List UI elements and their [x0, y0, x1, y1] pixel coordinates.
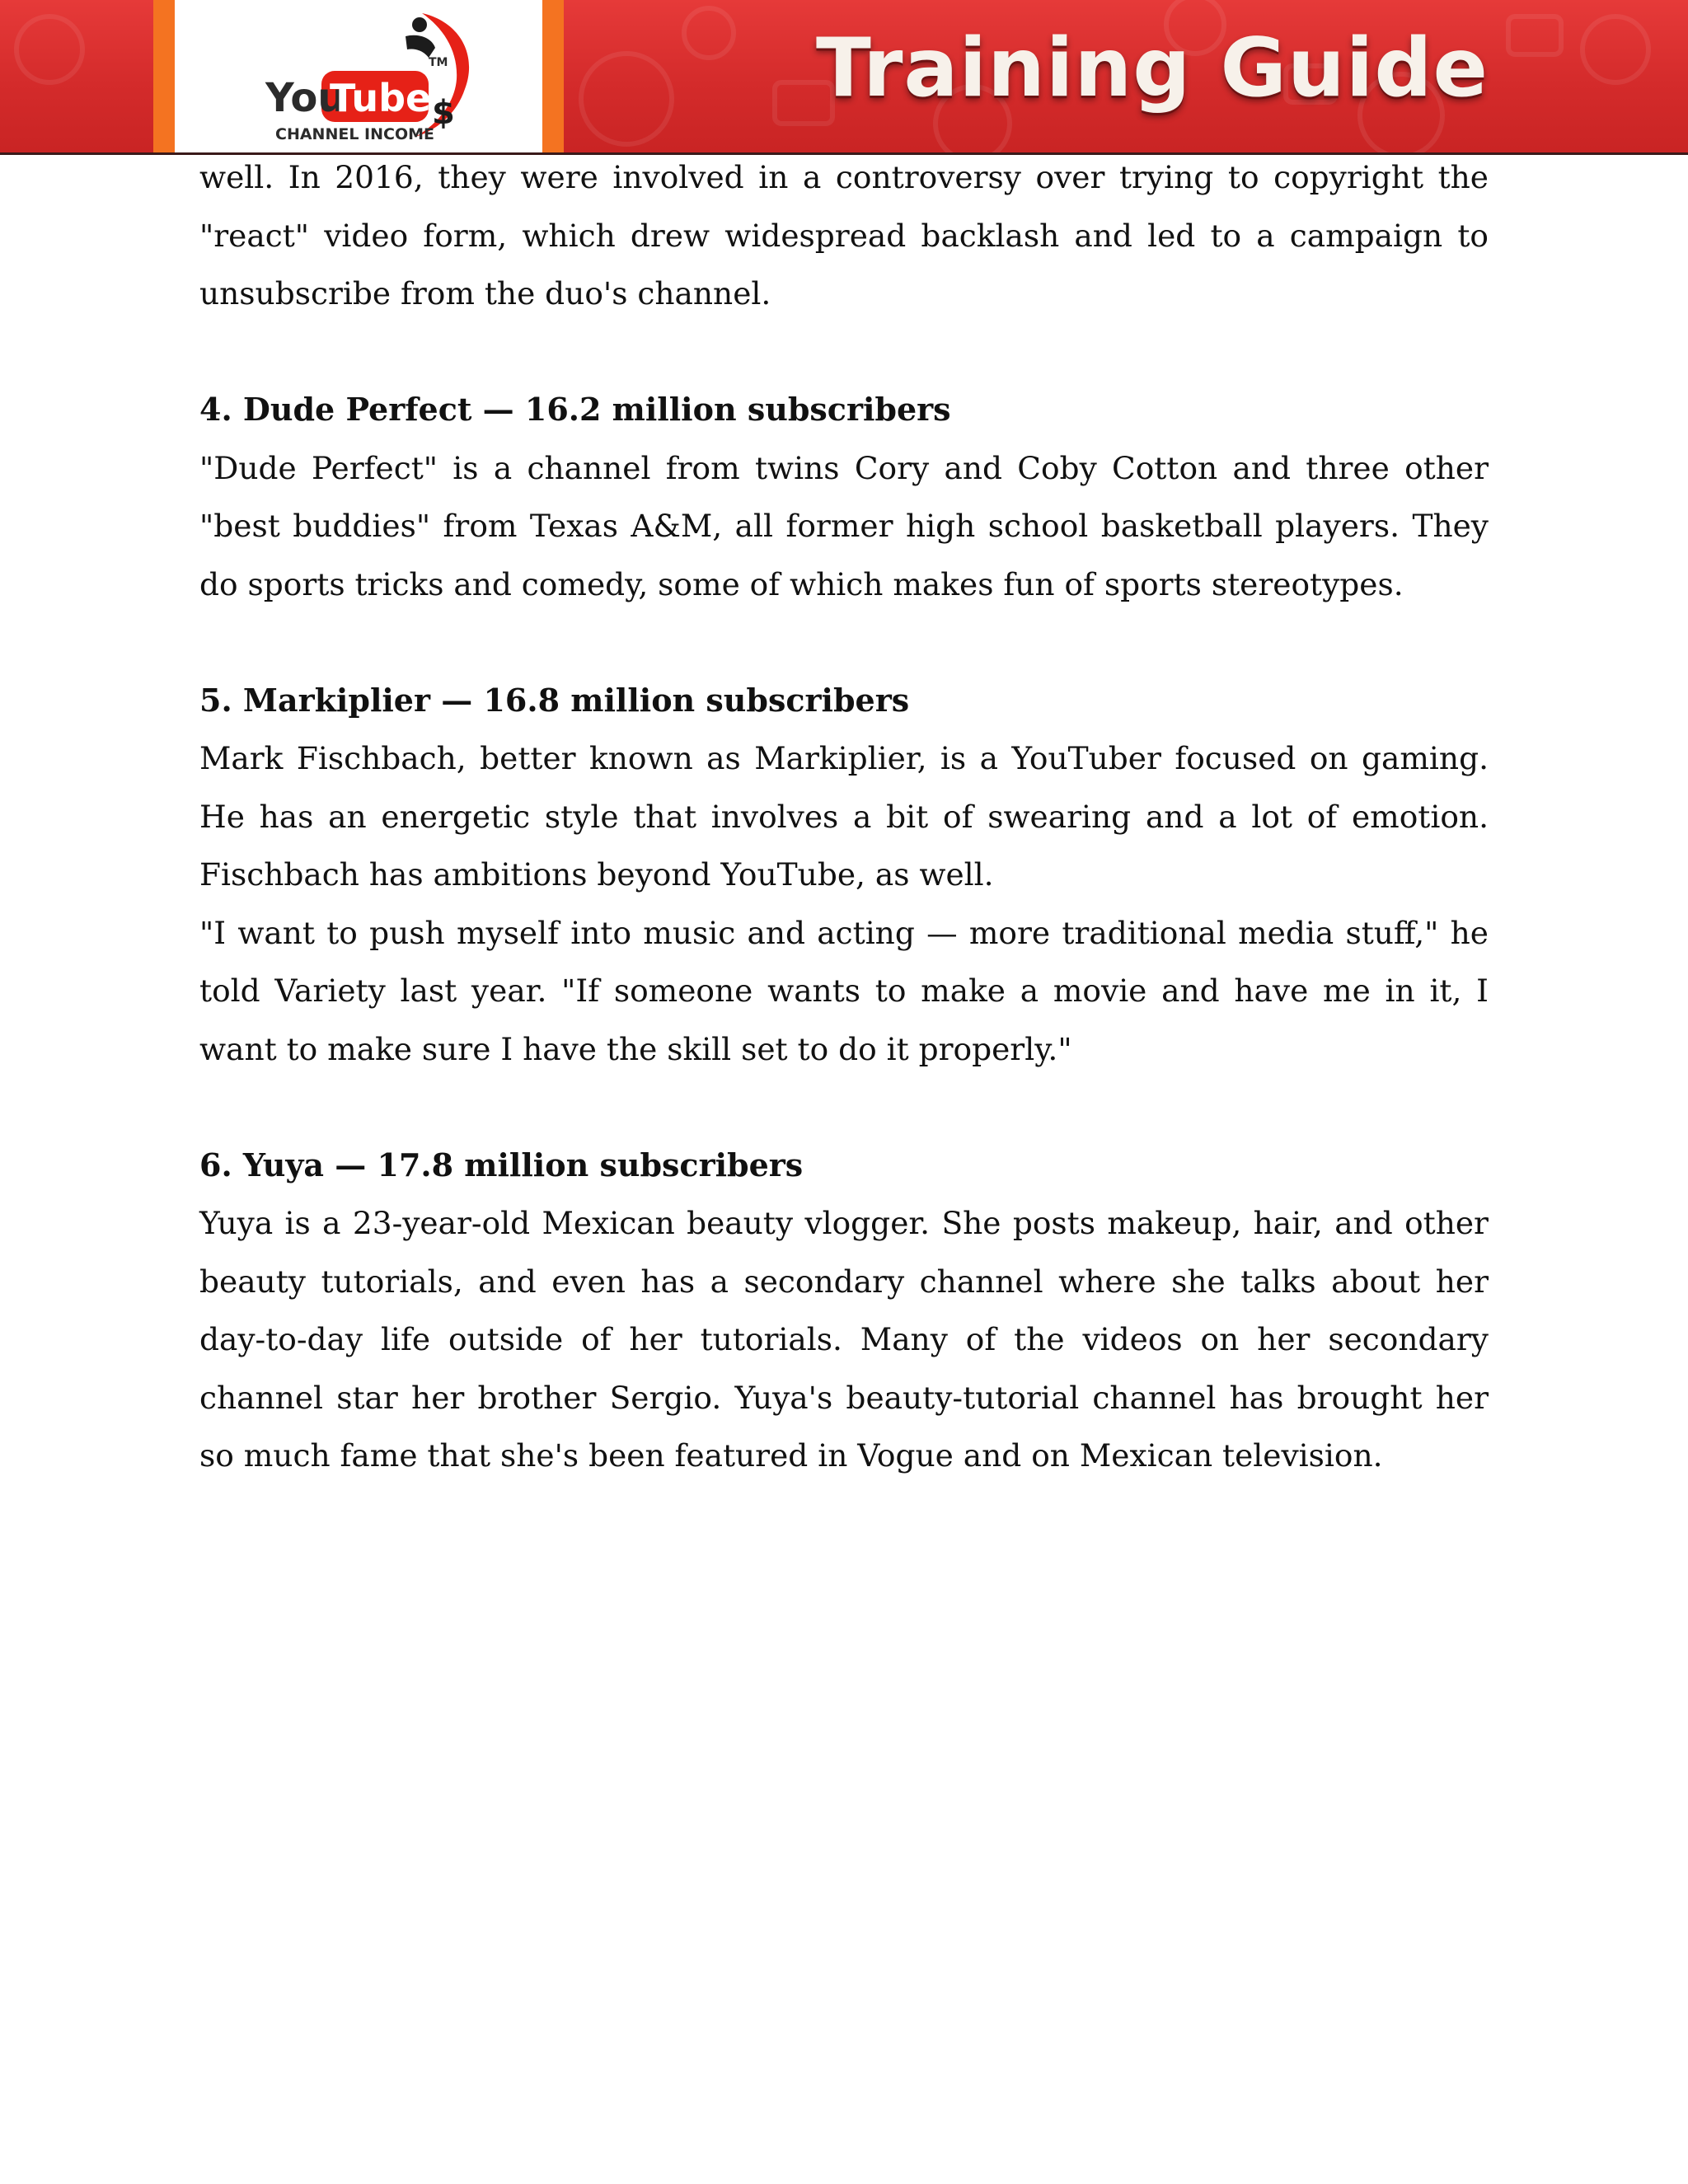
svg-text:TM: TM: [429, 56, 448, 69]
youtube-channel-income-logo: [175, 0, 542, 152]
channel-logo: [153, 0, 564, 152]
section-spacer: [199, 323, 1489, 382]
section-paragraph: Yuya is a 23-year-old Mexican beauty vlogger. She posts makeup, hair, and other beauty tutorials, and even has a secondary channel where she talks about her day-to-day life outside of her tutorials. Many of the videos on her secondary channel star her brother Sergio. Yuya's beauty-tutorial channel has brought her so much fame that she's been featured in Vogue and on Mexican television.: [199, 1205, 1489, 1474]
header-banner: [0, 0, 1688, 155]
banner-title: Training Guide: [816, 21, 1489, 115]
svg-text:Tube: Tube: [330, 76, 432, 120]
section-heading: 6. Yuya — 17.8 million subscribers: [199, 1146, 804, 1183]
svg-text:CHANNEL INCOME: CHANNEL INCOME: [275, 125, 435, 143]
section-spacer: [199, 613, 1489, 672]
svg-text:You: You: [265, 75, 346, 121]
section-markiplier: [199, 672, 1489, 1079]
section-spacer: [199, 1078, 1489, 1137]
intro-paragraph: well. In 2016, they were involved in a controversy over trying to copyright the "react" video form, which drew widespread backlash and led to a campaign to unsubscribe from the duo's channel.: [199, 159, 1489, 312]
section-heading: 4. Dude Perfect — 16.2 million subscribers: [199, 391, 951, 428]
section-quote-paragraph: "I want to push myself into music and acting — more traditional media stuff," he told Variety last year. "If someone wants to make a movie and have me in it, I want to make sure I have the skill set to do it properly.": [199, 914, 1489, 1067]
section-yuya: [199, 1137, 1489, 1485]
section-heading: 5. Markiplier — 16.8 million subscribers: [199, 681, 910, 719]
section-paragraph: Mark Fischbach, better known as Markiplier, is a YouTuber focused on gaming. He has an energetic style that involves a bit of swearing and a lot of emotion. Fischbach has ambitions beyond YouTube, as well.: [199, 740, 1489, 893]
document-body: [199, 148, 1489, 1485]
section-paragraph: "Dude Perfect" is a channel from twins Cory and Coby Cotton and three other "best buddies" from Texas A&M, all former high school basketball players. They do sports tricks and comedy, some of which makes fun of sports stereotypes.: [199, 449, 1489, 602]
section-dude-perfect: [199, 381, 1489, 613]
svg-text:$: $: [432, 94, 455, 132]
